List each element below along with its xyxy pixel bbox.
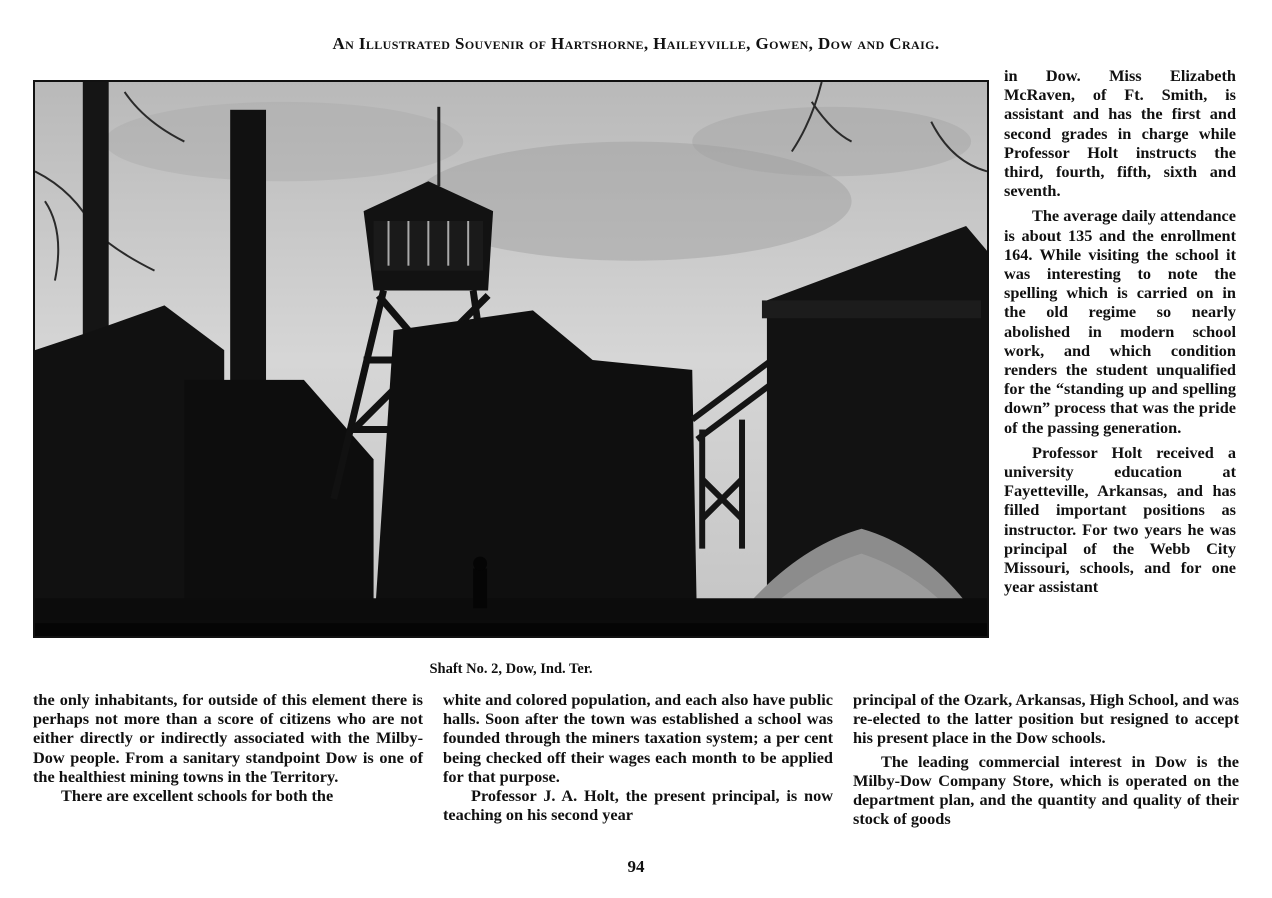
right-paragraph-1: in Dow. Miss Elizabeth McRaven, of Ft. Smith, is assistant and has the first and second grades in charge while Professor Holt instructs the third, fourth, fifth, sixth and seventh. [1004, 66, 1236, 201]
figure-caption: Shaft No. 2, Dow, Ind. Ter. [429, 661, 593, 677]
page-number: 94 [627, 857, 645, 876]
running-header: An Illustrated Souvenir of Hartshorne, Haileyville, Gowen, Dow and Craig. [332, 34, 940, 53]
col3-paragraph-1: principal of the Ozark, Arkansas, High School, and was re-elected to the latter position but resigned to accept his present place in the Dow schools. [853, 690, 1239, 748]
right-text-column [1004, 66, 1236, 596]
right-paragraph-3: Professor Holt received a university education at Fayetteville, Arkansas, and has filled important positions as instructor. For two years he was principal of the Webb City Missouri, schools, and for one year assistant [1004, 442, 1236, 597]
right-paragraph-2: The average daily attendance is about 135 and the enrollment 164. While visiting the school it was interesting to note the spelling which is carried on in the old regime so nearly abolished in modern school work, and which condition renders the student unqualified for the “standing up and spelling down” process that was the pride of the passing generation. [1004, 206, 1236, 437]
text-column-2 [443, 690, 833, 824]
col3-paragraph-2: The leading commercial interest in Dow is the Milby-Dow Company Store, which is operated on the department plan, and the quantity and quality of their stock of goods [853, 751, 1239, 829]
text-column-1 [33, 690, 423, 805]
col2-paragraph-1: white and colored population, and each also have public halls. Soon after the town was established a school was founded through the miners taxation system; a per cent being checked off their wages each month to be applied for that purpose. [443, 690, 833, 786]
col1-paragraph-1: the only inhabitants, for outside of this element there is perhaps not more than a score of citizens who are not either directly or indirectly associated with the Milby-Dow people. From a sanitary standpoint Dow is one of the healthiest mining towns in the Territory. [33, 690, 423, 786]
mine-shaft-photograph [33, 80, 989, 638]
mine-shaft-illustration [35, 82, 987, 636]
col2-paragraph-2: Professor J. A. Holt, the present principal, is now teaching on his second year [443, 786, 833, 825]
col1-paragraph-2: There are excellent schools for both the [61, 786, 334, 806]
text-column-3 [853, 690, 1239, 828]
